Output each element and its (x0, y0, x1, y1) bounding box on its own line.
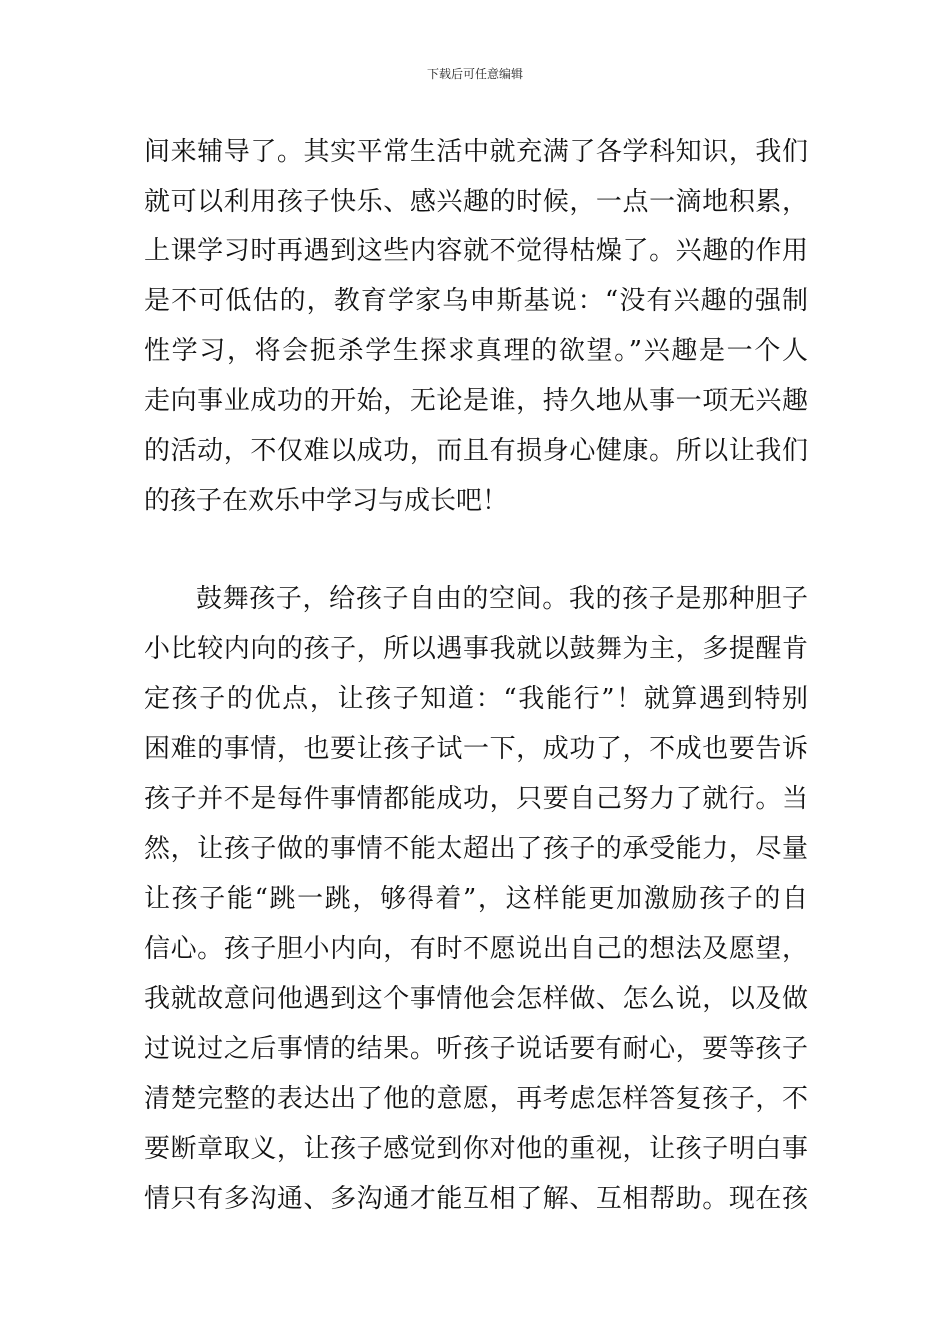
paragraph-line: 清楚完整的表达出了他的意愿，再考虑怎样答复孩子，不 (144, 1084, 808, 1114)
paragraph-line: 上课学习时再遇到这些内容就不觉得枯燥了。兴趣的作用 (144, 236, 808, 266)
header-note: 下载后可任意编辑 (426, 67, 523, 81)
paragraph-line: 性学习，将会扼杀学生探求真理的欲望。”兴趣是一个人 (144, 336, 808, 366)
paragraph-line: 间来辅导了。其实平常生活中就充满了各学科知识，我们 (144, 137, 808, 167)
paragraph-line: 定孩子的优点，让孩子知道：“我能行”！就算遇到特别 (144, 684, 808, 714)
paragraph-line: 走向事业成功的开始，无论是谁，持久地从事一项无兴趣 (144, 386, 808, 416)
paragraph-line: 要断章取义，让孩子感觉到你对他的重视，让孩子明白事 (144, 1134, 808, 1164)
paragraph-line: 我就故意问他遇到这个事情他会怎样做、怎么说，以及做 (144, 984, 808, 1014)
paragraph-line: 困难的事情，也要让孩子试一下，成功了，不成也要告诉 (144, 734, 808, 764)
paragraph-line: 然，让孩子做的事情不能太超出了孩子的承受能力，尽量 (144, 834, 808, 864)
paragraph-line: 情只有多沟通、多沟通才能互相了解、互相帮助。现在孩 (144, 1184, 808, 1214)
paragraph-line: 过说过之后事情的结果。听孩子说话要有耐心，要等孩子 (144, 1034, 808, 1064)
paragraph-line: 小比较内向的孩子，所以遇事我就以鼓舞为主，多提醒肯 (144, 634, 808, 664)
paragraph-line: 是不可低估的，教育学家乌申斯基说：“没有兴趣的强制 (144, 286, 808, 316)
paragraph-line: 让孩子能“跳一跳，够得着”，这样能更加激励孩子的自 (144, 884, 808, 914)
paragraph-line: 的孩子在欢乐中学习与成长吧！ (144, 486, 509, 516)
paragraph-line: 的活动，不仅难以成功，而且有损身心健康。所以让我们 (144, 436, 808, 466)
paragraph-line: 就可以利用孩子快乐、感兴趣的时候，一点一滴地积累， (144, 187, 808, 217)
paragraph-line: 孩子并不是每件事情都能成功，只要自己努力了就行。当 (144, 784, 808, 814)
paragraph-line: 信心。孩子胆小内向，有时不愿说出自己的想法及愿望， (144, 934, 808, 964)
paragraph-line: 鼓舞孩子，给孩子自由的空间。我的孩子是那种胆子 (196, 584, 808, 614)
